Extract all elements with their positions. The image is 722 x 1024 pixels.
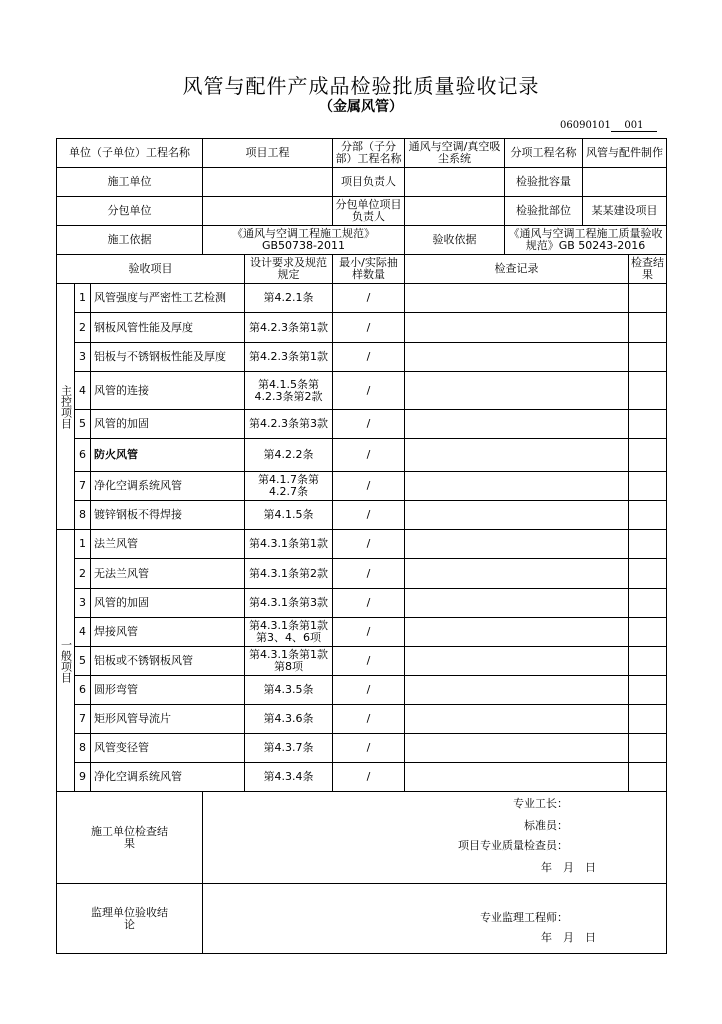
standard-label: 标准员： xyxy=(524,819,568,832)
item-name: 圆形弯管 xyxy=(91,676,245,705)
col-item-header: 验收项目 xyxy=(57,255,245,284)
col-sample-header: 最小/实际抽样数量 xyxy=(333,255,405,284)
item-sample[interactable]: / xyxy=(333,313,405,343)
table-row xyxy=(57,472,667,501)
item-spec: 第4.1.5条 xyxy=(245,501,333,530)
table-row xyxy=(57,372,667,410)
item-name: 矩形风管导流片 xyxy=(91,705,245,734)
basis-value: 《通风与空调工程施工规范》GB50738-2011 xyxy=(203,226,405,255)
col-result-header: 检查结果 xyxy=(629,255,667,284)
item-name: 净化空调系统风管 xyxy=(91,472,245,501)
contractor-date: 年 月 日 xyxy=(541,861,596,874)
item-result[interactable] xyxy=(629,284,667,313)
item-result[interactable] xyxy=(629,647,667,676)
item-number: 1 xyxy=(75,284,91,313)
item-record[interactable] xyxy=(405,439,629,472)
item-sample[interactable]: / xyxy=(333,559,405,589)
item-sample[interactable]: / xyxy=(333,372,405,410)
table-row xyxy=(57,618,667,647)
sub-value[interactable] xyxy=(203,197,333,226)
item-sample[interactable]: / xyxy=(333,763,405,792)
table-row xyxy=(57,589,667,618)
item-spec: 第4.3.1条第1款第3、4、6项 xyxy=(245,618,333,647)
item-sample[interactable]: / xyxy=(333,618,405,647)
item-spec: 第4.3.4条 xyxy=(245,763,333,792)
item-result[interactable] xyxy=(629,372,667,410)
item-record[interactable] xyxy=(405,313,629,343)
item-name: 无法兰风管 xyxy=(91,559,245,589)
basis-label: 施工依据 xyxy=(57,226,203,255)
table-row xyxy=(57,313,667,343)
sub-pm-label: 分包单位项目负责人 xyxy=(333,197,405,226)
item-number: 4 xyxy=(75,372,91,410)
item-name: 法兰风管 xyxy=(91,530,245,559)
item-spec: 第4.3.1条第2款 xyxy=(245,559,333,589)
item-sample[interactable]: / xyxy=(333,676,405,705)
accept-value: 《通风与空调工程施工质量验收规范》GB 50243-2016 xyxy=(505,226,667,255)
foreman-label: 专业工长： xyxy=(513,797,568,810)
item-sample[interactable]: / xyxy=(333,705,405,734)
form-code-number: 06090101 xyxy=(560,120,611,131)
item-result[interactable] xyxy=(629,472,667,501)
item-record[interactable] xyxy=(405,734,629,763)
item-name: 风管变径管 xyxy=(91,734,245,763)
pm-value[interactable] xyxy=(405,168,505,197)
table-row xyxy=(57,410,667,439)
engineer-label: 专业监理工程师： xyxy=(480,911,568,924)
item-sample[interactable]: / xyxy=(333,501,405,530)
sub-label: 分包单位 xyxy=(57,197,203,226)
capacity-label: 检验批容量 xyxy=(505,168,583,197)
item-record[interactable] xyxy=(405,343,629,372)
item-spec: 第4.2.3条第3款 xyxy=(245,410,333,439)
item-record[interactable] xyxy=(405,372,629,410)
inspector-label: 项目专业质量检查员： xyxy=(458,839,568,852)
subitem-value[interactable]: 风管与配件制作 xyxy=(583,139,667,168)
item-result[interactable] xyxy=(629,410,667,439)
contractor-check-signatures[interactable] xyxy=(203,792,667,884)
item-result[interactable] xyxy=(629,343,667,372)
item-spec: 第4.2.3条第1款 xyxy=(245,313,333,343)
item-spec: 第4.3.1条第1款 xyxy=(245,530,333,559)
item-sample[interactable]: / xyxy=(333,530,405,559)
item-number: 3 xyxy=(75,343,91,372)
sub-pm-value[interactable] xyxy=(405,197,505,226)
table-row xyxy=(57,734,667,763)
item-number: 7 xyxy=(75,472,91,501)
table-row xyxy=(57,705,667,734)
item-record[interactable] xyxy=(405,472,629,501)
form-serial: 001 xyxy=(611,120,657,132)
item-record[interactable] xyxy=(405,618,629,647)
item-record[interactable] xyxy=(405,589,629,618)
table-row xyxy=(57,439,667,472)
table-row xyxy=(57,501,667,530)
item-result[interactable] xyxy=(629,589,667,618)
col-design-header: 设计要求及规范规定 xyxy=(245,255,333,284)
item-record[interactable] xyxy=(405,410,629,439)
capacity-value[interactable] xyxy=(583,168,667,197)
item-sample[interactable]: / xyxy=(333,472,405,501)
item-result[interactable] xyxy=(629,618,667,647)
item-sample[interactable]: / xyxy=(333,439,405,472)
accept-label: 验收依据 xyxy=(405,226,505,255)
item-spec: 第4.2.1条 xyxy=(245,284,333,313)
item-spec: 第4.3.7条 xyxy=(245,734,333,763)
item-result[interactable] xyxy=(629,559,667,589)
inspection-form-table xyxy=(56,138,667,954)
item-spec: 第4.3.1条第3款 xyxy=(245,589,333,618)
item-name: 防火风管 xyxy=(91,439,245,472)
item-number: 2 xyxy=(75,559,91,589)
item-number: 5 xyxy=(75,410,91,439)
division-value[interactable]: 通风与空调/真空吸尘系统 xyxy=(405,139,505,168)
item-number: 8 xyxy=(75,501,91,530)
item-number: 7 xyxy=(75,705,91,734)
unit-value[interactable]: 项目工程 xyxy=(203,139,333,168)
item-name: 铝板或不锈钢板风管 xyxy=(91,647,245,676)
item-spec: 第4.3.6条 xyxy=(245,705,333,734)
division-label: 分部（子分部）工程名称 xyxy=(333,139,405,168)
table-row xyxy=(57,343,667,372)
item-name: 钢板风管性能及厚度 xyxy=(91,313,245,343)
item-name: 风管强度与严密性工艺检测 xyxy=(91,284,245,313)
item-result[interactable] xyxy=(629,763,667,792)
table-row xyxy=(57,647,667,676)
part-label: 检验批部位 xyxy=(505,197,583,226)
item-spec: 第4.3.5条 xyxy=(245,676,333,705)
pm-label: 项目负责人 xyxy=(333,168,405,197)
main-group-label: 主控项目 xyxy=(57,284,75,530)
supervisor-date: 年 月 日 xyxy=(541,931,596,944)
subitem-label: 分项工程名称 xyxy=(505,139,583,168)
item-name: 焊接风管 xyxy=(91,618,245,647)
item-result[interactable] xyxy=(629,676,667,705)
table-row xyxy=(57,284,667,313)
table-row xyxy=(57,763,667,792)
item-result[interactable] xyxy=(629,530,667,559)
supervisor-check-signatures[interactable] xyxy=(203,884,667,954)
item-record[interactable] xyxy=(405,676,629,705)
item-record[interactable] xyxy=(405,501,629,530)
document-title: 风管与配件产成品检验批质量验收记录 xyxy=(182,74,540,98)
item-record[interactable] xyxy=(405,647,629,676)
item-record[interactable] xyxy=(405,763,629,792)
item-number: 2 xyxy=(75,313,91,343)
item-sample[interactable]: / xyxy=(333,647,405,676)
item-number: 4 xyxy=(75,618,91,647)
item-name: 风管的连接 xyxy=(91,372,245,410)
item-number: 6 xyxy=(75,676,91,705)
item-result[interactable] xyxy=(629,439,667,472)
contractor-value[interactable] xyxy=(203,168,333,197)
general-group-label: 一般项目 xyxy=(57,530,75,792)
item-spec: 第4.1.5条第4.2.3条第2款 xyxy=(245,372,333,410)
item-name: 风管的加固 xyxy=(91,410,245,439)
table-row xyxy=(57,676,667,705)
item-spec: 第4.3.1条第1款第8项 xyxy=(245,647,333,676)
item-sample[interactable]: / xyxy=(333,734,405,763)
item-sample[interactable]: / xyxy=(333,589,405,618)
table-row xyxy=(57,530,667,559)
document-subtitle: （金属风管） xyxy=(319,99,403,115)
contractor-check-label: 施工单位检查结果 xyxy=(57,792,203,884)
col-record-header: 检查记录 xyxy=(405,255,629,284)
item-record[interactable] xyxy=(405,530,629,559)
item-name: 净化空调系统风管 xyxy=(91,763,245,792)
item-number: 1 xyxy=(75,530,91,559)
item-result[interactable] xyxy=(629,501,667,530)
item-sample[interactable]: / xyxy=(333,343,405,372)
item-record[interactable] xyxy=(405,705,629,734)
item-number: 9 xyxy=(75,763,91,792)
supervisor-check-label: 监理单位验收结论 xyxy=(57,884,203,954)
item-name: 镀锌钢板不得焊接 xyxy=(91,501,245,530)
item-spec: 第4.1.7条第4.2.7条 xyxy=(245,472,333,501)
item-result[interactable] xyxy=(629,705,667,734)
item-result[interactable] xyxy=(629,734,667,763)
item-number: 5 xyxy=(75,647,91,676)
item-sample[interactable]: / xyxy=(333,284,405,313)
item-spec: 第4.2.2条 xyxy=(245,439,333,472)
item-number: 8 xyxy=(75,734,91,763)
item-record[interactable] xyxy=(405,559,629,589)
part-value[interactable]: 某某建设项目 xyxy=(583,197,667,226)
item-spec: 第4.2.3条第1款 xyxy=(245,343,333,372)
item-name: 铝板与不锈钢板性能及厚度 xyxy=(91,343,245,372)
contractor-label: 施工单位 xyxy=(57,168,203,197)
form-code xyxy=(560,120,657,132)
item-record[interactable] xyxy=(405,284,629,313)
item-number: 3 xyxy=(75,589,91,618)
table-row xyxy=(57,559,667,589)
item-number: 6 xyxy=(75,439,91,472)
item-sample[interactable]: / xyxy=(333,410,405,439)
item-result[interactable] xyxy=(629,313,667,343)
item-name: 风管的加固 xyxy=(91,589,245,618)
unit-label: 单位（子单位）工程名称 xyxy=(57,139,203,168)
